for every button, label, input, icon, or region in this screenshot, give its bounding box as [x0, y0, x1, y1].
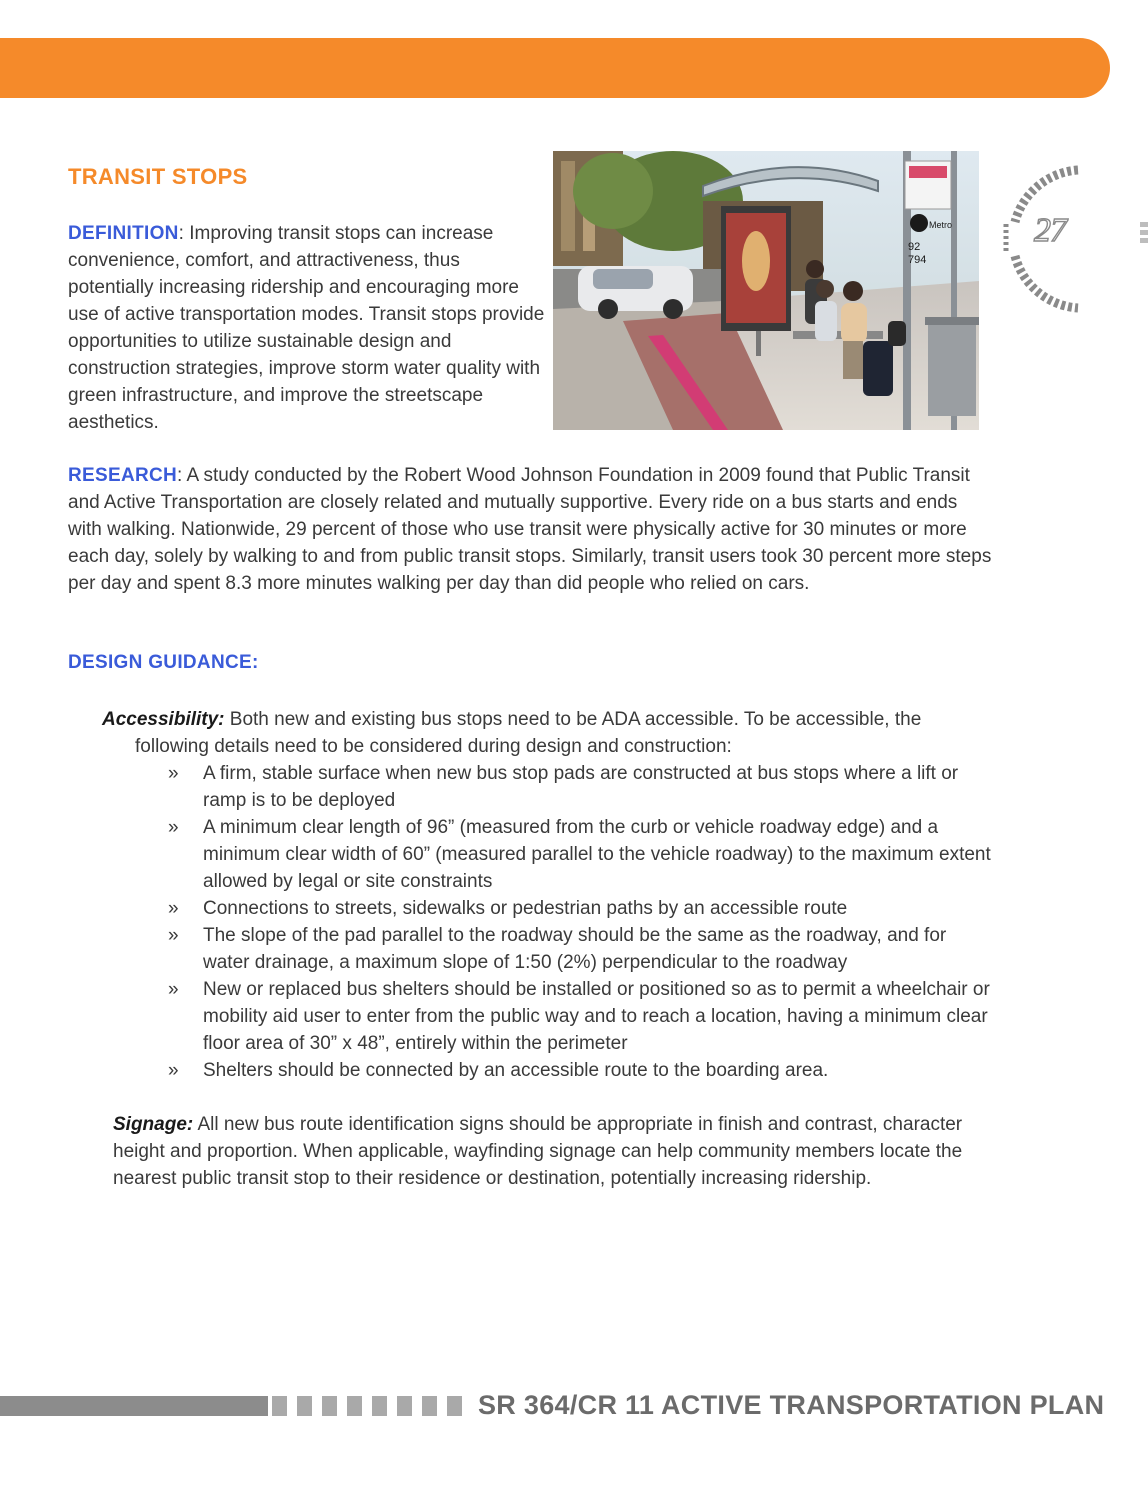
bullet-mark: »: [168, 763, 179, 784]
definition-text: : Improving transit stops can increase convenience, comfort, and attractiveness, thus potentially increasing ridership and encouraging more use of active transportation modes. Transit stops provide opportunities to utilize sustainable design and construction strategies, improve storm water quality with green infrastructure, and improve the streetscape aesthetics.: [68, 223, 545, 433]
footer-title: SR 364/CR 11 ACTIVE TRANSPORTATION PLAN: [478, 1390, 1105, 1420]
bullet-text: Connections to streets, sidewalks or pedestrian paths by an accessible route: [203, 898, 848, 919]
research-label: RESEARCH: [68, 465, 178, 486]
section-title: TRANSIT STOPS: [68, 164, 248, 189]
list-item: [102, 814, 992, 895]
accessibility-text: Both new and existing bus stops need to be ADA accessible. To be accessible, the following details need to be considered during design and construction:: [135, 709, 922, 757]
bullet-text: The slope of the pad parallel to the roadway should be the same as the roadway, and for water drainage, a maximum slope of 1:50 (2%) perpendicular to the roadway: [203, 925, 947, 973]
list-item: [102, 1057, 992, 1084]
transit-stop-photo: [553, 151, 979, 430]
accessibility-bullet-list: [102, 760, 992, 1084]
design-guidance-heading: DESIGN GUIDANCE:: [68, 652, 259, 673]
list-item: [102, 976, 992, 1057]
list-item: [102, 895, 992, 922]
signage-text: All new bus route identification signs should be appropriate in finish and contrast, character height and proportion. When applicable, wayfinding signage can help community members locate the nearest public transit stop to their residence or destination, potentially increasing ridership.: [113, 1114, 963, 1189]
bullet-mark: »: [168, 898, 179, 919]
list-item: [102, 760, 992, 814]
bullet-text: New or replaced bus shelters should be installed or positioned so as to permit a wheelchair or mobility aid user to enter from the public way and to reach a location, having a minimum clear floor area of 30” x 48”, entirely within the perimeter: [203, 979, 990, 1054]
research-paragraph: [68, 462, 993, 597]
sign-brand-text: Metro: [929, 220, 953, 230]
list-item: [102, 922, 992, 976]
definition-paragraph: [68, 220, 548, 436]
definition-label: DEFINITION: [68, 223, 179, 244]
bullet-mark: »: [168, 925, 179, 946]
bullet-mark: »: [168, 817, 179, 838]
edge-tab-marks: [1140, 222, 1148, 248]
sign-route-2: 794: [908, 254, 927, 266]
accessibility-label: Accessibility:: [102, 709, 225, 730]
research-text: : A study conducted by the Robert Wood Johnson Foundation in 2009 found that Public Transit and Active Transportation are closely related and mutually supportive. Every ride on a bus starts and ends with walking. Nationwide, 29 percent of those who use transit were physically active for 30 minutes or more each day, solely by walking to and from public transit stops. Similarly, transit users took 30 percent more steps per day and spent 8.3 more minutes walking per day than did people who relied on cars.: [68, 465, 992, 594]
accessibility-lead: [102, 706, 992, 760]
bullet-text: A minimum clear length of 96” (measured from the curb or vehicle roadway edge) and a minimum clear width of 60” (measured parallel to the vehicle roadway) to the maximum extent allowed by legal or site constraints: [203, 817, 991, 892]
bullet-mark: »: [168, 1060, 179, 1081]
signage-paragraph: [113, 1111, 973, 1192]
bullet-text: Shelters should be connected by an accessible route to the boarding area.: [203, 1060, 829, 1081]
bullet-text: A firm, stable surface when new bus stop pads are constructed at bus stops where a lift or ramp is to be deployed: [203, 763, 959, 811]
bullet-mark: »: [168, 979, 179, 1000]
accessibility-section: [102, 706, 992, 1084]
signage-label: Signage:: [113, 1114, 194, 1135]
footer-bar: [0, 1396, 268, 1416]
header-bar: [0, 38, 1110, 98]
page-number: 27: [1034, 212, 1066, 249]
sign-route-1: 92: [908, 241, 921, 253]
